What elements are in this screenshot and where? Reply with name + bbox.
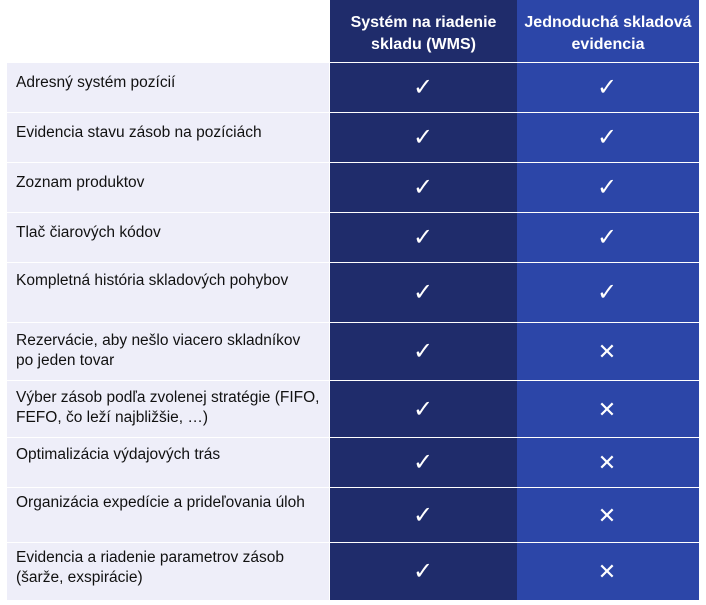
feature-label: Výber zásob podľa zvolenej stratégie (FIFO, FEFO, čo leží najbližšie, …) bbox=[16, 389, 320, 426]
feature-label: Evidencia a riadenie parametrov zásob (šarže, exspirácie) bbox=[16, 549, 284, 586]
feature-label: Adresný systém pozícií bbox=[16, 74, 176, 91]
check-icon: ✓ bbox=[412, 396, 434, 423]
check-icon: ✓ bbox=[412, 338, 434, 365]
table-row bbox=[7, 62, 699, 112]
check-icon: ✓ bbox=[596, 174, 618, 201]
check-icon: ✓ bbox=[596, 124, 618, 151]
table-row bbox=[7, 487, 699, 542]
feature-label: Zoznam produktov bbox=[16, 174, 145, 191]
check-icon: ✓ bbox=[412, 502, 434, 529]
table-row bbox=[7, 322, 699, 380]
check-icon: ✓ bbox=[596, 279, 618, 306]
check-icon: ✓ bbox=[596, 224, 618, 251]
feature-label: Rezervácie, aby nešlo viacero skladníkov po jeden tovar bbox=[16, 332, 301, 369]
table-row bbox=[7, 380, 699, 437]
feature-label: Tlač čiarových kódov bbox=[16, 224, 161, 241]
check-icon: ✓ bbox=[412, 449, 434, 476]
check-icon: ✓ bbox=[596, 74, 618, 101]
cross-icon: ✕ bbox=[597, 559, 617, 584]
feature-label: Evidencia stavu zásob na pozíciách bbox=[16, 124, 262, 141]
table-row bbox=[7, 162, 699, 212]
table-row bbox=[7, 262, 699, 322]
comparison-table bbox=[7, 0, 699, 601]
check-icon: ✓ bbox=[412, 558, 434, 585]
cross-icon: ✕ bbox=[597, 397, 617, 422]
cross-icon: ✕ bbox=[597, 339, 617, 364]
table-row bbox=[7, 437, 699, 487]
wms-column-header: Systém na riadenie skladu (WMS) bbox=[350, 14, 497, 53]
check-icon: ✓ bbox=[412, 74, 434, 101]
check-icon: ✓ bbox=[412, 124, 434, 151]
check-icon: ✓ bbox=[412, 174, 434, 201]
table-row bbox=[7, 212, 699, 262]
check-icon: ✓ bbox=[412, 224, 434, 251]
simple-column-header: Jednoduchá skladová evidencia bbox=[524, 14, 692, 53]
feature-label: Optimalizácia výdajových trás bbox=[16, 446, 221, 463]
feature-label: Kompletná história skladových pohybov bbox=[16, 272, 289, 289]
cross-icon: ✕ bbox=[597, 450, 617, 475]
cross-icon: ✕ bbox=[597, 503, 617, 528]
feature-label: Organizácia expedície a prideľovania úloh bbox=[16, 494, 305, 511]
check-icon: ✓ bbox=[412, 279, 434, 306]
table-row bbox=[7, 542, 699, 600]
table-row bbox=[7, 112, 699, 162]
